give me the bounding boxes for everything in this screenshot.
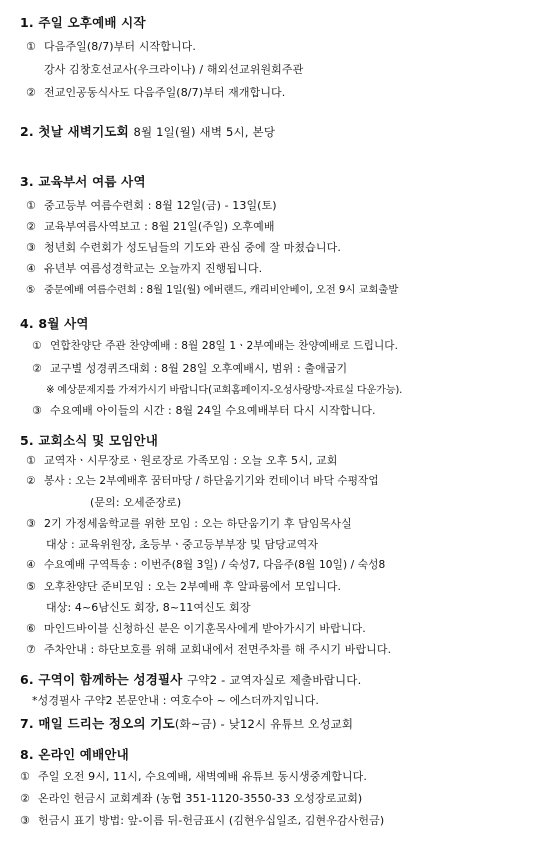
list-item bbox=[20, 812, 384, 828]
list-item bbox=[26, 84, 285, 100]
item-text: 주차안내 : 하단보호를 위해 교회내에서 전면주차를 해 주시기 바랍니다. bbox=[44, 643, 392, 656]
list-item bbox=[20, 790, 362, 806]
list-item bbox=[26, 218, 275, 234]
list-item bbox=[26, 641, 391, 657]
item-text: 중고등부 여름수련회 : 8월 12일(금) - 13일(토) bbox=[44, 199, 277, 212]
item-marker: ③ bbox=[32, 404, 42, 417]
item-text: 봉사 : 오는 2부예배후 꿈터마당 / 하단움기기와 컨테이너 바닥 수평작업 bbox=[44, 475, 379, 487]
section-number: 1. bbox=[20, 15, 34, 30]
list-item bbox=[32, 360, 347, 376]
section-heading-2 bbox=[20, 122, 275, 140]
item-marker: ① bbox=[26, 199, 36, 212]
section-title: 교육부서 여름 사역 bbox=[38, 174, 146, 189]
list-item bbox=[26, 557, 385, 572]
item-text: (문의: 오세준장로) bbox=[90, 496, 182, 509]
section-heading-1 bbox=[20, 13, 146, 31]
section-heading-6 bbox=[20, 670, 361, 688]
item-marker: ⑥ bbox=[26, 622, 36, 635]
list-item bbox=[32, 692, 319, 708]
item-text: 헌금시 표기 방법: 앞-이름 뒤-헌금표시 (김현우십일조, 김현우감사헌금) bbox=[38, 814, 385, 827]
item-marker: ② bbox=[26, 86, 36, 99]
item-text: 마인드바이블 신청하신 분은 이기훈목사에게 받아가시기 바랍니다. bbox=[44, 622, 366, 635]
item-text: 청년회 수련회가 성도님들의 기도와 관심 중에 잘 마쳤습니다. bbox=[44, 241, 341, 254]
section-title: 구역이 함께하는 성경필사 bbox=[38, 672, 183, 687]
list-item bbox=[26, 197, 277, 213]
list-item bbox=[26, 239, 341, 255]
list-item bbox=[26, 281, 398, 296]
list-item bbox=[26, 260, 262, 276]
item-marker: ④ bbox=[26, 559, 36, 571]
section-heading-8 bbox=[20, 745, 129, 763]
list-item bbox=[46, 536, 318, 552]
item-marker: ⑤ bbox=[26, 284, 36, 296]
section-title: 교회소식 및 모임안내 bbox=[38, 433, 159, 448]
section-detail: 구약2 - 교역자실로 제출바랍니다. bbox=[187, 673, 362, 687]
list-item bbox=[26, 473, 379, 488]
item-text: 강사 김창호선교사(우크라이나) / 해외선교위원회주관 bbox=[44, 63, 304, 76]
item-text: 유년부 여름성경학교는 오늘까지 진행됩니다. bbox=[44, 262, 263, 275]
section-detail: (화~금) - 낮12시 유튜브 오성교회 bbox=[174, 717, 354, 731]
list-item bbox=[26, 515, 352, 531]
list-item bbox=[44, 61, 303, 77]
item-marker: ⑤ bbox=[26, 580, 36, 593]
list-item bbox=[26, 578, 341, 594]
item-marker: ② bbox=[32, 362, 42, 375]
item-marker: ④ bbox=[26, 262, 36, 275]
section-title: 첫날 새벽기도회 bbox=[38, 124, 129, 139]
item-marker: ① bbox=[26, 40, 36, 53]
section-number: 7. bbox=[20, 716, 34, 731]
section-title: 8월 사역 bbox=[38, 316, 89, 331]
section-title: 매일 드리는 정오의 기도 bbox=[38, 716, 175, 731]
item-text: 온라인 헌금시 교회계좌 (농협 351-1120-3550-33 오성장로교회) bbox=[38, 792, 363, 805]
item-text: 수요예배 구역특송 : 이번주(8월 3일) / 숙성7, 다음주(8월 10일) / 숙성8 bbox=[44, 559, 386, 571]
section-title: 온라인 예배안내 bbox=[38, 747, 129, 762]
section-heading-5 bbox=[20, 431, 158, 449]
item-marker: ① bbox=[32, 340, 42, 352]
item-marker: ① bbox=[20, 770, 30, 783]
item-text: 대상 : 교육위원장, 초등부ㆍ중고등부부장 및 담당교역자 bbox=[46, 538, 319, 551]
item-text: 오후찬양단 준비모임 : 오는 2부예배 후 알파룸에서 모입니다. bbox=[44, 580, 342, 593]
section-heading-7 bbox=[20, 714, 353, 732]
section-number: 6. bbox=[20, 672, 34, 687]
list-item bbox=[32, 402, 376, 418]
section-title: 주일 오후예배 시작 bbox=[38, 15, 146, 30]
item-marker: ③ bbox=[26, 241, 36, 254]
item-marker: ⑦ bbox=[26, 643, 36, 656]
item-text: ※ 예상문제지를 가져가시기 바랍니다(교회홈페이지-오성사랑방-자료실 다운가능). bbox=[46, 385, 403, 396]
item-text: 연합찬양단 주관 찬양예배 : 8월 28일 1ㆍ2부예배는 찬양예배로 드립니다. bbox=[50, 340, 399, 352]
item-marker: ② bbox=[20, 792, 30, 805]
section-number: 5. bbox=[20, 433, 34, 448]
list-item bbox=[46, 599, 251, 615]
list-item bbox=[32, 338, 398, 353]
section-number: 2. bbox=[20, 124, 34, 139]
item-marker: ③ bbox=[26, 517, 36, 530]
section-heading-4 bbox=[20, 314, 89, 332]
item-text: 교역자ㆍ시무장로ㆍ원로장로 가족모임 : 오늘 오후 5시, 교회 bbox=[44, 454, 338, 467]
item-text: 2기 가정세움학교를 위한 모임 : 오는 하단움기기 후 담임목사실 bbox=[44, 517, 352, 530]
item-text: 전교인공동식사도 다음주일(8/7)부터 재개합니다. bbox=[44, 86, 286, 99]
list-item bbox=[26, 452, 338, 468]
item-text: 교육부여름사역보고 : 8월 21일(주일) 오후예배 bbox=[44, 220, 275, 233]
item-text: 교구별 성경퀴즈대회 : 8월 28일 오후예배시, 범위 : 출애굽기 bbox=[50, 362, 348, 375]
section-heading-3 bbox=[20, 172, 146, 190]
list-item bbox=[20, 768, 367, 784]
item-text: 주일 오전 9시, 11시, 수요예배, 새벽예배 유튜브 동시생중계합니다. bbox=[38, 770, 368, 783]
item-marker: ② bbox=[26, 220, 36, 233]
item-marker: ② bbox=[26, 475, 36, 487]
item-text: 대상: 4~6남신도 회장, 8~11여신도 회장 bbox=[46, 601, 251, 614]
section-number: 4. bbox=[20, 316, 34, 331]
list-item bbox=[46, 381, 402, 396]
item-marker: ③ bbox=[20, 814, 30, 827]
list-item bbox=[26, 620, 366, 636]
section-number: 8. bbox=[20, 747, 34, 762]
item-marker: ① bbox=[26, 454, 36, 467]
item-text: 수요예배 아이들의 시간 : 8월 24일 수요예배부터 다시 시작합니다. bbox=[50, 404, 376, 417]
list-item bbox=[26, 38, 196, 54]
section-detail: 8월 1일(월) 새벽 5시, 본당 bbox=[133, 125, 276, 139]
item-text: *성경필사 구약2 본문안내 : 여호수아 ~ 에스더까지입니다. bbox=[32, 694, 319, 707]
list-item bbox=[90, 494, 181, 510]
item-text: 다음주일(8/7)부터 시작합니다. bbox=[44, 40, 196, 53]
section-number: 3. bbox=[20, 174, 34, 189]
item-text: 중문예배 여름수련회 : 8월 1일(월) 에버랜드, 캐리비안베이, 오전 9시 교회출발 bbox=[44, 284, 399, 296]
